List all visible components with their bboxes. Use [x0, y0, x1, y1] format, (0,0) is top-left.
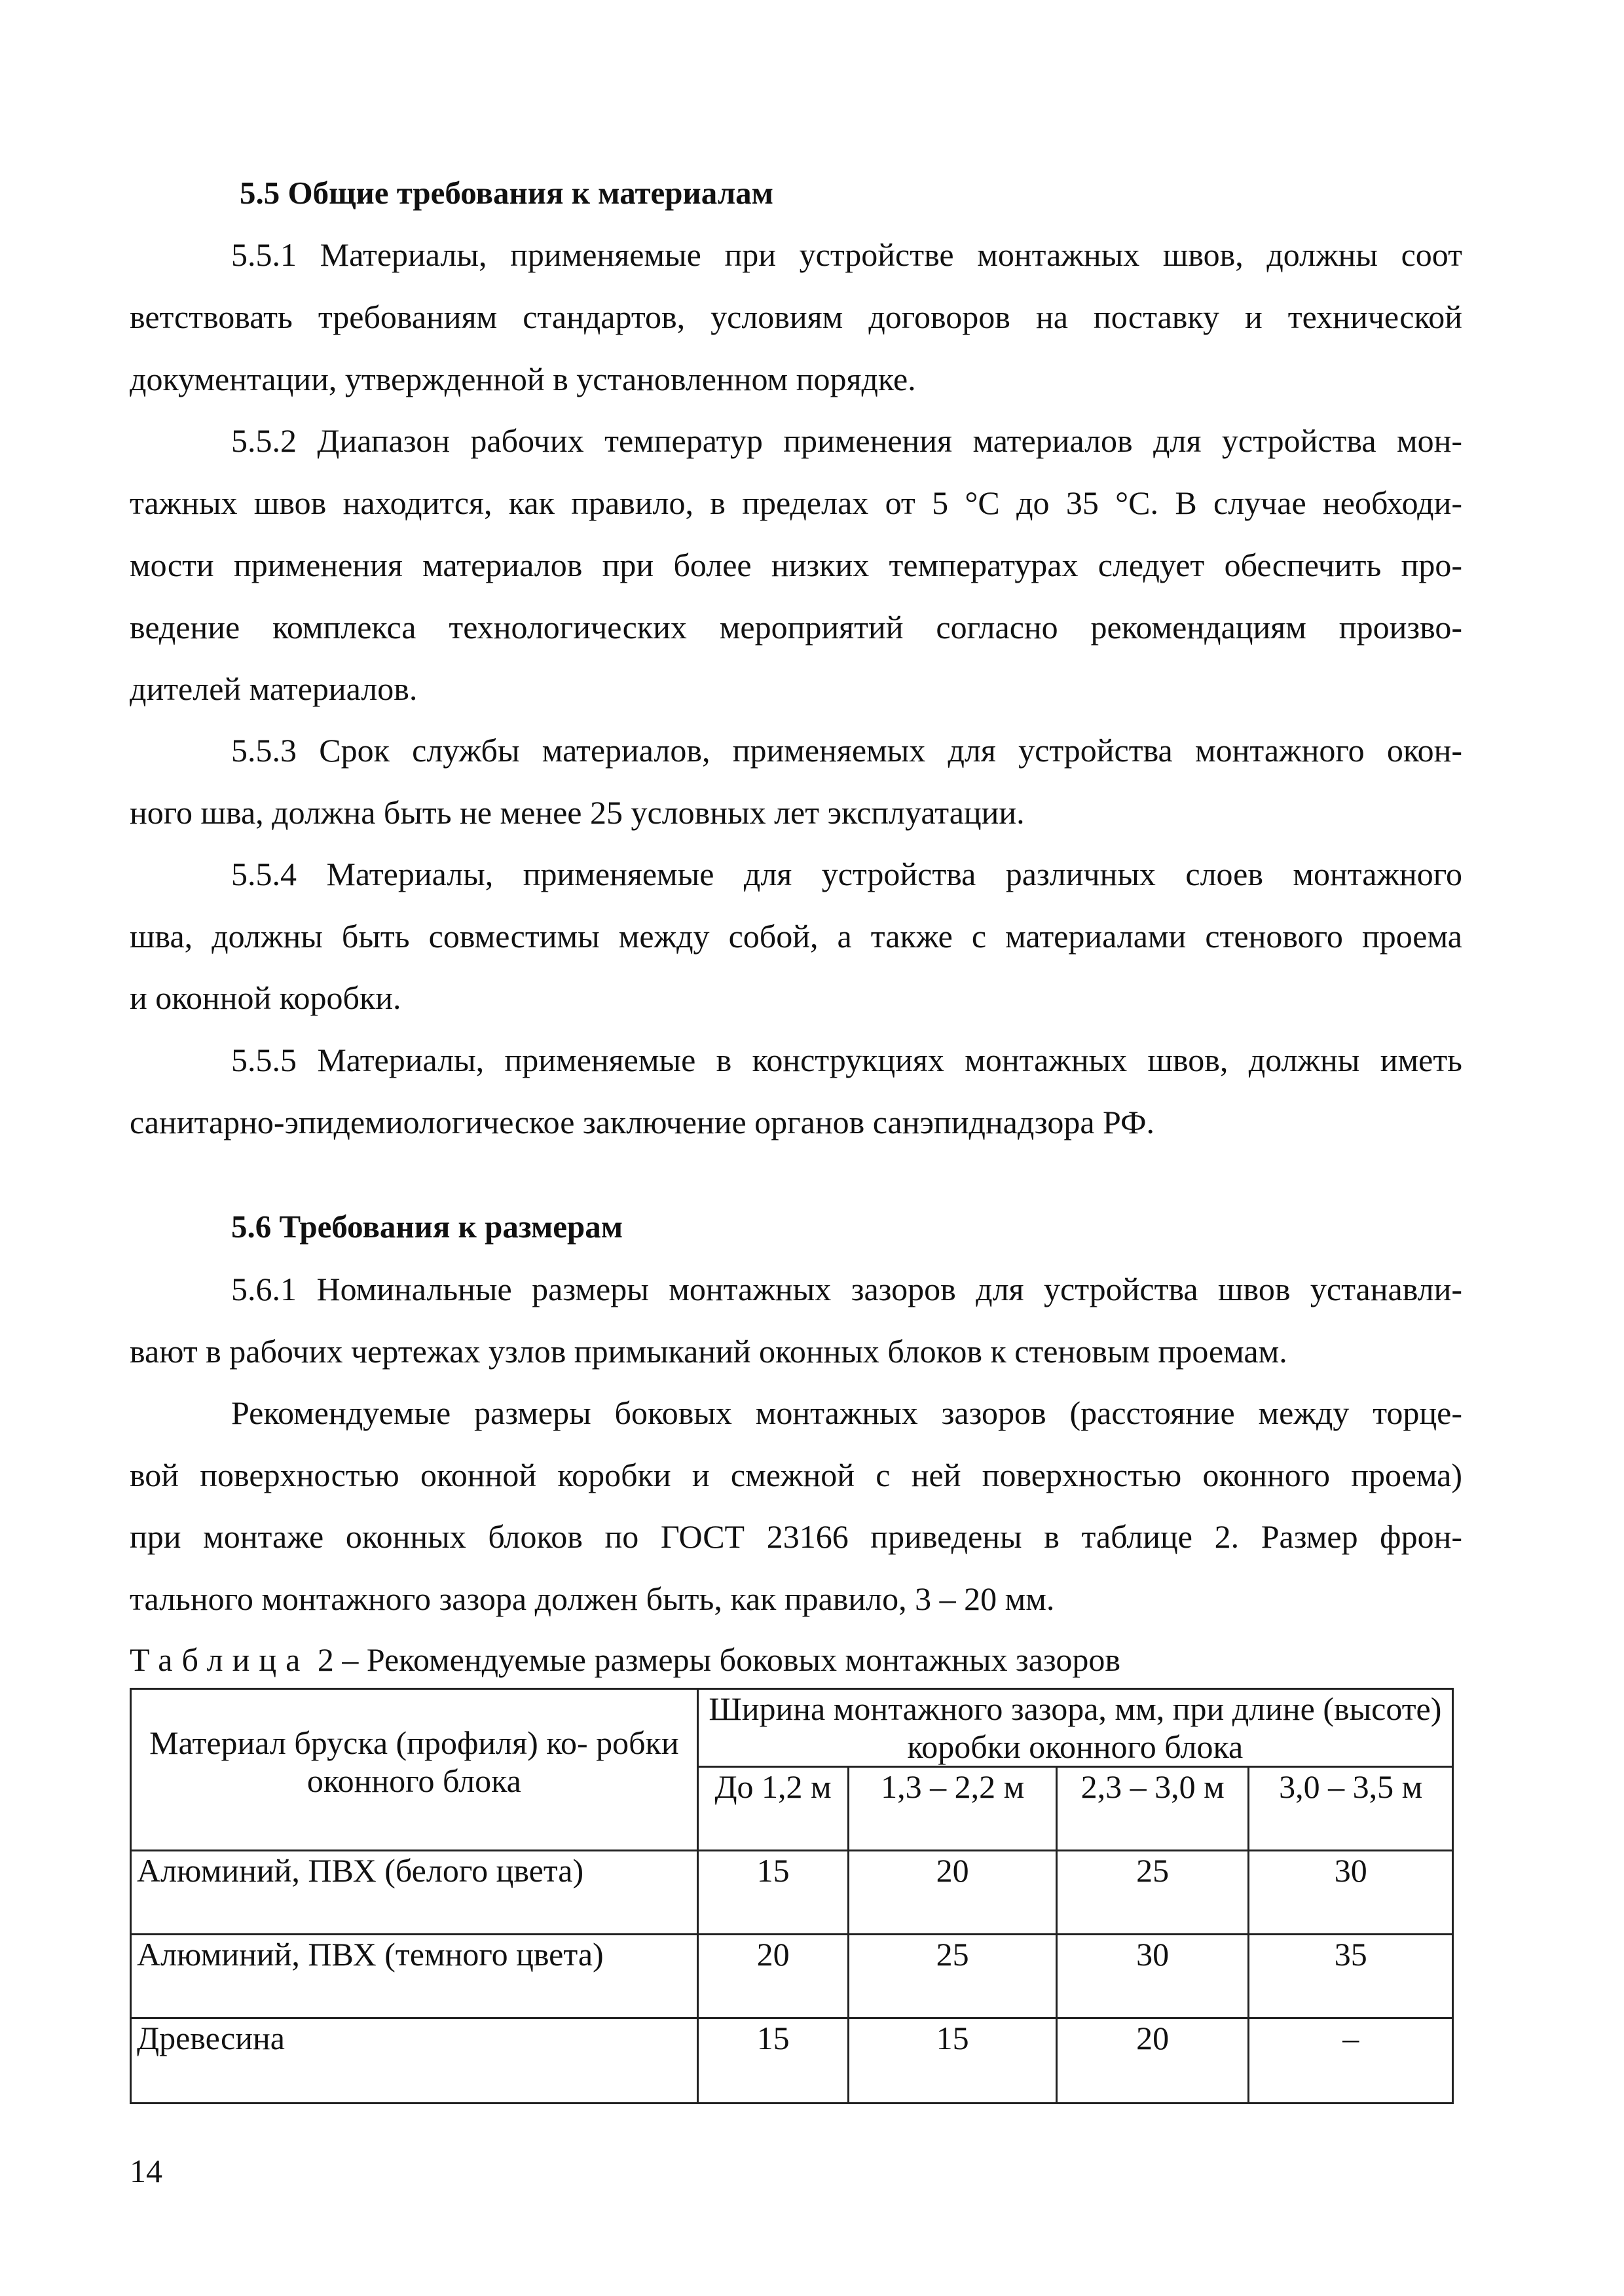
- row-3-col-3: 20: [1056, 2018, 1249, 2104]
- row-1-col-2: 20: [849, 1851, 1057, 1935]
- row-2-col-1: 20: [697, 1935, 849, 2018]
- p-5-5-5-line-2: санитарно-эпидемиологическое заключение органов санэпиднадзора РФ.: [130, 1104, 1154, 1140]
- row-3-material: Древесина: [131, 2018, 698, 2104]
- header-col-2: 1,3 – 2,2 м: [849, 1767, 1057, 1851]
- row-1-material: Алюминий, ПВХ (белого цвета): [131, 1851, 698, 1935]
- table-caption-word: Таблица: [130, 1641, 310, 1678]
- p-5-5-3-line-2: ного шва, должна быть не менее 25 условных лет эксплуатации.: [130, 794, 1025, 831]
- row-1-col-3: 25: [1056, 1851, 1249, 1935]
- row-2-material: Алюминий, ПВХ (темного цвета): [131, 1935, 698, 2018]
- p-5-5-2-line-1: 5.5.2 Диапазон рабочих температур применения материалов для устройства мон-: [231, 422, 1462, 459]
- gap-sizes-table: [130, 1688, 1454, 2104]
- p-5-5-1-line-1: 5.5.1 Материалы, применяемые при устройстве монтажных швов, должны соот: [231, 236, 1462, 273]
- p-5-5-4-line-1: 5.5.4 Материалы, применяемые для устройства различных слоев монтажного: [231, 856, 1462, 892]
- page-number: 14: [130, 2153, 162, 2189]
- header-gap-width: Ширина монтажного зазора, мм, при длине (высоте) коробки оконного блока: [697, 1689, 1452, 1767]
- table-caption: [130, 1641, 1120, 1679]
- p-5-6-1-line-1: 5.6.1 Номинальные размеры монтажных зазоров для устройства швов устанавли-: [231, 1271, 1462, 1307]
- p-5-5-4-line-3: и оконной коробки.: [130, 979, 401, 1016]
- row-2-col-2: 25: [849, 1935, 1057, 2018]
- p-5-6-rec-line-2: вой поверхностью оконной коробки и смежной с ней поверхностью оконного проема): [130, 1457, 1462, 1493]
- table-row: [131, 2018, 1453, 2104]
- p-5-5-5-line-1: 5.5.5 Материалы, применяемые в конструкциях монтажных швов, должны иметь: [231, 1042, 1462, 1078]
- row-1-col-4: 30: [1249, 1851, 1453, 1935]
- row-2-col-4: 35: [1249, 1935, 1453, 2018]
- table-row: [131, 1935, 1453, 2018]
- p-5-5-4-line-2: шва, должны быть совместимы между собой, а также с материалами стенового проема: [130, 918, 1462, 955]
- p-5-5-1-line-2: ветствовать требованиям стандартов, условиям договоров на поставку и технической: [130, 299, 1462, 335]
- p-5-6-rec-line-3: при монтаже оконных блоков по ГОСТ 23166 приведены в таблице 2. Размер фрон-: [130, 1518, 1462, 1555]
- row-1-col-1: 15: [697, 1851, 849, 1935]
- header-material: Материал бруска (профиля) ко- робки оконного блока: [131, 1689, 698, 1851]
- row-2-col-3: 30: [1056, 1935, 1249, 2018]
- header-col-4: 3,0 – 3,5 м: [1249, 1767, 1453, 1851]
- table-row: [131, 1851, 1453, 1935]
- header-col-1: До 1,2 м: [697, 1767, 849, 1851]
- row-3-col-4: –: [1249, 2018, 1453, 2104]
- header-col-3: 2,3 – 3,0 м: [1056, 1767, 1249, 1851]
- section-5-6-heading: 5.6 Требования к размерам: [231, 1209, 623, 1245]
- row-3-col-1: 15: [697, 2018, 849, 2104]
- p-5-5-1-line-3: документации, утвержденной в установленном порядке.: [130, 361, 916, 397]
- p-5-6-rec-line-1: Рекомендуемые размеры боковых монтажных зазоров (расстояние между торце-: [231, 1394, 1462, 1431]
- p-5-5-2-line-5: дителей материалов.: [130, 670, 418, 707]
- row-3-col-2: 15: [849, 2018, 1057, 2104]
- p-5-6-1-line-2: вают в рабочих чертежах узлов примыканий оконных блоков к стеновым проемам.: [130, 1333, 1287, 1370]
- p-5-5-3-line-1: 5.5.3 Срок службы материалов, применяемых для устройства монтажного окон-: [231, 732, 1462, 769]
- p-5-5-2-line-3: мости применения материалов при более низких температурах следует обеспечить про-: [130, 547, 1462, 583]
- p-5-5-2-line-2: тажных швов находится, как правило, в пределах от 5 °С до 35 °С. В случае необходи-: [130, 484, 1462, 521]
- section-5-5-heading: 5.5 Общие требования к материалам: [240, 175, 774, 211]
- p-5-5-2-line-4: ведение комплекса технологических мероприятий согласно рекомендациям произво-: [130, 609, 1462, 646]
- table-caption-text: 2 – Рекомендуемые размеры боковых монтажных зазоров: [317, 1641, 1120, 1678]
- p-5-6-rec-line-4: тального монтажного зазора должен быть, как правило, 3 – 20 мм.: [130, 1580, 1055, 1617]
